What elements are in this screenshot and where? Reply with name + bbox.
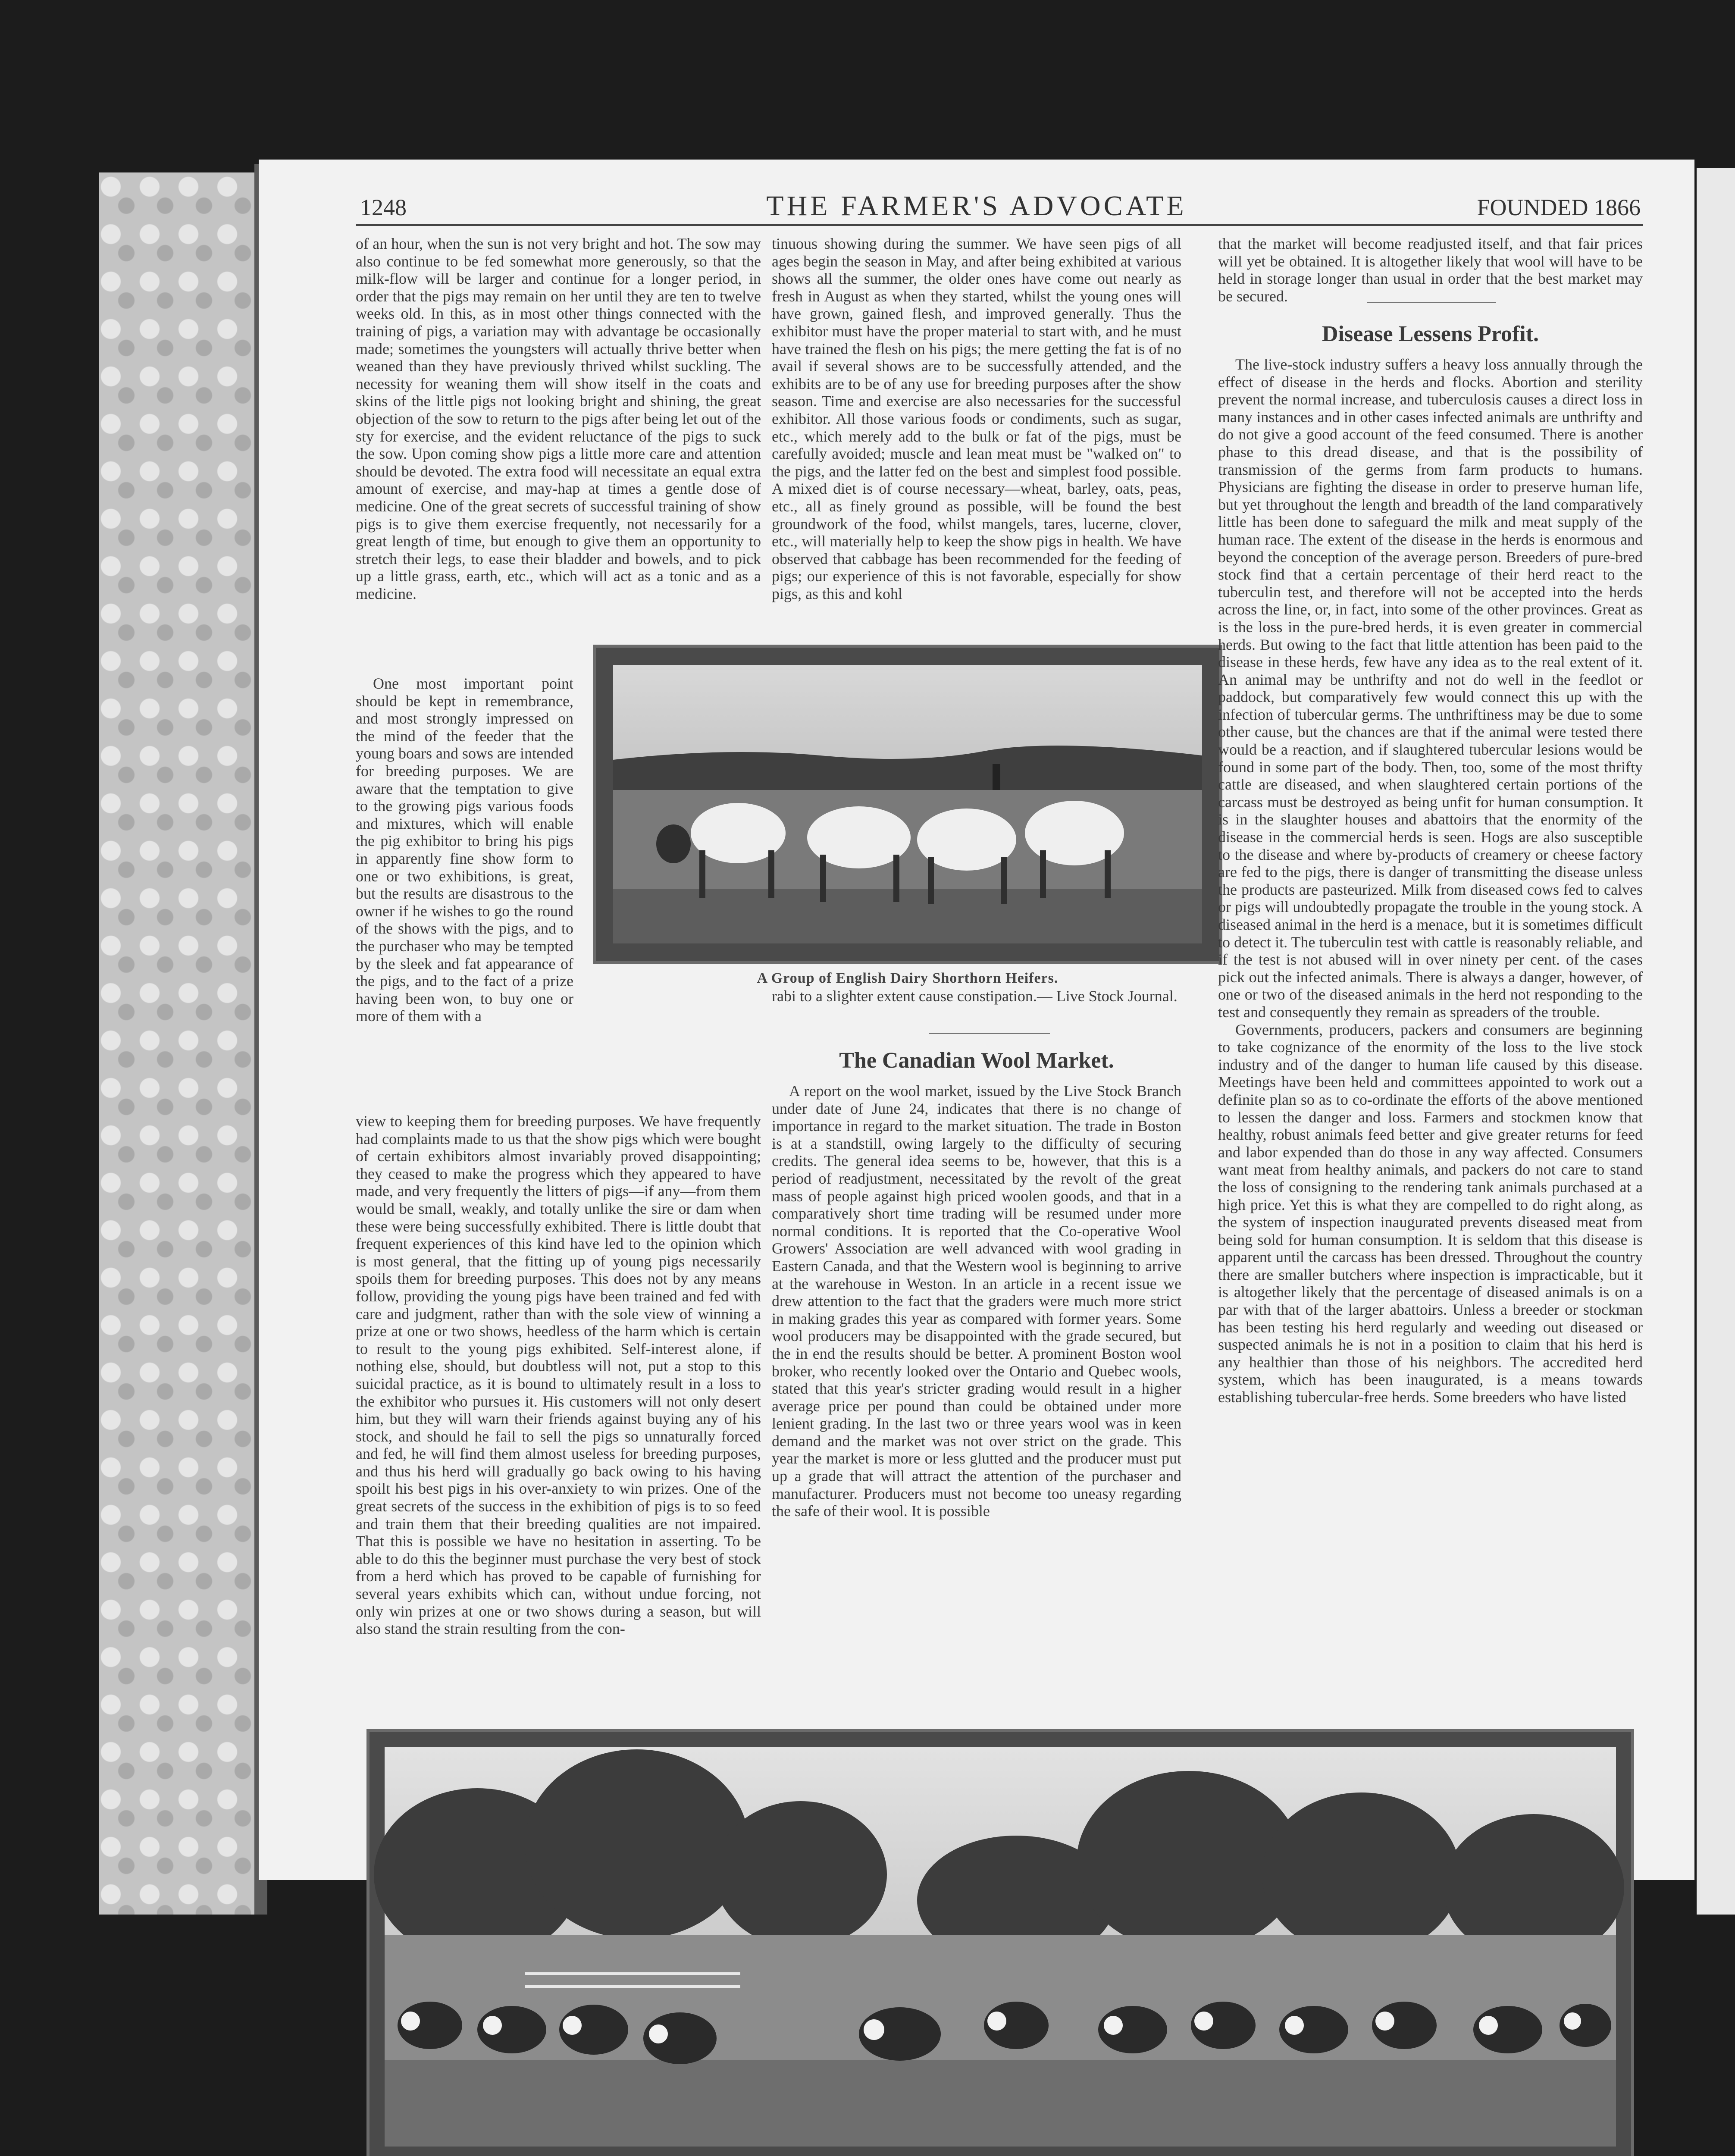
article-paragraph: rabi to a slighter extent cause constipation.— Live Stock Journal. (772, 987, 1178, 1005)
shorthorn-heifers-image (596, 648, 1219, 961)
column-1-bottom (356, 1112, 761, 1692)
photo-hereford-herd (366, 1729, 1634, 2156)
column-2-end-note (772, 987, 1181, 1026)
wool-heading: The Canadian Wool Market. (839, 1048, 1114, 1073)
disease-heading: Disease Lessens Profit. (1322, 322, 1539, 346)
article-paragraph: A report on the wool market, issued by the Live Stock Branch under date of June 24, indicates that there is no change of importance in regard to the market situation. The trade in Boston is at a standstill, owing largely to the difficulty of securing credits. The general idea seems to be, however, that this is a period of readjustment, necessitated by the revolt of the great mass of people against high priced woolen goods, and that in a comparatively short time trading will be resumed under more normal conditions. It is reported that the Co-operative Wool Growers' Association are well advanced with wool grading in Eastern Canada, and that the Western wool is beginning to arrive at the warehouse in Weston. In an article in a recent issue we drew attention to the fact that the graders were much more strict in making grades this year as compared with former years. Some wool producers may be disappointed with the grade secured, but the in end the results should be better. A prominent Boston wool broker, who recently looked over the Ontario and Quebec wools, stated that this year's stricter grading would result in a higher average price per pound than could be obtained under more lenient grading. In the last two or three years wool was in keen demand and the market was not over strict on the grade. This year the market is more or less glutted and the producer must put up a grade that will attract the attention of the purchaser and manufacturer. Producers must not become too uneasy regarding the safe of their wool. It is possible (772, 1082, 1181, 1520)
column-1-narrow (356, 675, 573, 1112)
article-paragraph: The live-stock industry suffers a heavy loss annually through the effect of disease in the herds and flocks. Abortion and sterility prevent the normal increase, and tuberculosis causes a direct loss in many instances and in other cases infected animals are unthrifty and do not give a good account of the feed consumed. There is another phase to this dread disease, and that is the possibility of transmission of the germs from farm products to humans. Physicians are fighting the disease in order to preserve human life, but yet throughout the length and breadth of the land comparatively little has been done to safeguard the milk and meat supply of the human race. The extent of the disease in the herds is enormous and beyond the conception of the average person. Breeders of pure-bred stock find that a certain percentage of their herd react to the tuberculin test, and therefore will not be accepted into the herds across the line, or, in fact, into some of the other provinces. Great as is the loss in the pure-bred herds, it is even greater in commercial herds. But owing to the fact that little attention has been paid to the disease in these herds, few have any idea as to the real extent of it. An animal may be unthrifty and not do well in the feedlot or paddock, but comparatively few would connect this up with the infection of tubercular germs. The unthriftiness may be due to some other cause, but the chances are that if the animal were tested there would be a reaction, and if slaughtered tubercular lesions would be found in some part of the body. Then, too, some of the most thrifty cattle are diseased, and when slaughtered certain portions of the carcass must be destroyed as being unfit for human consumption. It is in the slaughter houses and abattoirs that the enormity of the disease in the commercial herds is seen. Hogs are also susceptible to the disease and where by-products of creamery or cheese factory are fed to the pigs, there is danger of transmitting the disease unless the products are pasteurized. Milk from diseased cows fed to calves or pigs will undoubtedly propagate the trouble in the young stock. A diseased animal in the herd is a menace, but it is sometimes difficult to detect it. The tuberculin test with cattle is reasonably reliable, and if the test is not abused will in over ninety per cent. of the cases pick out the infected animals. There is always a danger, however, of one or two of the diseased animals in the herd not responding to the test and consequently they remain as spreaders of the trouble. (1218, 356, 1643, 1021)
article-paragraph: Governments, producers, packers and consumers are beginning to take cognizance of the enormity of the loss to the live stock industry and of the danger to human life caused by this disease. Meetings have been held and committees appointed to work out a definite plan so as to co-ordinate the efforts of the above mentioned to lessen the danger and loss. Farmers and stockmen know that healthy, robust animals feed better and give greater returns for feed and labor expended than do those in any way affected. Consumers want meat from healthy animals, and packers do not care to stand the loss of consigning to the rendering tank animals purchased at a high price. Yet this is what they are compelled to do right along, as the system of inspection inaugurated prevents diseased meat from being sold for human consumption. It is seldom that this disease is apparent until the carcass has been dressed. Throughout the country there are smaller butchers where inspection is impracticable, but it is altogether likely that the percentage of diseased animals is on a par with that of the larger abattoirs. Unless a breeder or stockman has been testing his herd regularly and weeding out diseased or suspected animals he is not in a position to claim that his herd is any healthier than those of his neighbors. The accredited herd system, which has been inaugurated, is a means towards establishing tubercular-free herds. Some breeders who have listed (1218, 1021, 1643, 1406)
section-separator (1367, 302, 1496, 303)
photo-shorthorn-heifers (593, 645, 1222, 964)
page-number: 1248 (360, 194, 407, 220)
article-paragraph: that the market will become readjusted itself, and that fair prices will yet be obtained. It is altogether likely that wool will have to be held in storage longer than usual in order that the best market may be secured. (1218, 235, 1643, 305)
section-separator (929, 1033, 1050, 1034)
header-rule (356, 224, 1643, 226)
newspaper-page (259, 160, 1694, 1880)
binding-ornament (99, 172, 254, 1915)
masthead: THE FARMER'S ADVOCATE (766, 190, 1187, 222)
article-paragraph: One most important point should be kept in remembrance, and most strongly impressed on the mind of the feeder that the young boars and sows are intended for breeding purposes. We are aware that the temptation to give to the growing pigs various foods and mixtures, which will enable the pig exhibitor to bring his pigs in apparently fine show form to one or two exhibitions, is great, but the results are disastrous to the owner if he wishes to go the round of the shows with the pigs, and to the purchaser who may be tempted by the sleek and fat appearance of the pigs, and to the fact of a prize having been won, to buy one or more of them with a (356, 675, 573, 1025)
hereford-herd-image (370, 1732, 1631, 2156)
wool-article-body (772, 1082, 1181, 1692)
disease-article-body (1218, 356, 1643, 1692)
facing-page-edge (1697, 168, 1735, 1915)
photo-caption-heifers: A Group of English Dairy Shorthorn Heifers. (757, 970, 1059, 986)
article-paragraph: tinuous showing during the summer. We have seen pigs of all ages begin the season in May, and after being exhibited at various shows all the summer, the older ones have come out nearly as fresh in August as when they started, whilst the young ones will have grown, gained flesh, and improved generally. Thus the exhibitor must have the proper material to start with, and he must have trained the flesh on his pigs; the mere getting the fat is of no avail if several shows are to be successfully attended, and the exhibits are to be of any use for breeding purposes after the show season. Time and exercise are also necessaries for the successful exhibitor. All those various foods or condiments, such as sugar, etc., which merely add to the bulk or fat of the pigs, must be carefully avoided; muscle and lean meat must be "walked on" to the pigs, and the latter fed on the best and simplest food possible. A mixed diet is of course necessary—wheat, barley, oats, peas, etc., all as finely ground as possible, will be found the best groundwork of the food, whilst mangels, tares, lucerne, clover, etc., will materially help to keep the show pigs in health. We have observed that cabbage has been recommended for the feeding of pigs; our experience of this is not favorable, especially for show pigs, as this and kohl (772, 235, 1181, 602)
founded-line: FOUNDED 1866 (1477, 194, 1641, 220)
article-paragraph: view to keeping them for breeding purposes. We have frequently had complaints made to us that the show pigs which were bought of certain exhibitors almost invariably proved disappointing; they ceased to make the progress which they appeared to have made, and very frequently the litters of pigs—if any—from them would be small, weakly, and totally unlike the sire or dam when these were being successfully exhibited. There is little doubt that frequent experiences of this kind have led to the opinion which is most general, that the fitting up of young pigs necessarily spoils them for breeding purposes. This does not by any means follow, providing the young pigs have been trained and fed with care and judgment, rather than with the sole view of winning a prize at one or two shows, heedless of the harm which is certain to result to the young pigs exhibited. Self-interest alone, if nothing else, should, but doubtless will not, put a stop to this suicidal practice, as it is bound to ultimately result in a loss to the exhibitor who pursues it. His customers will not only desert him, but they will warn their friends against buying any of his stock, and should he fail to sell the pigs so unnaturally forced and fed, he will find them almost useless for breeding purposes, and thus his herd will gradually go back owing to his having spoilt his best pigs in his over-anxiety to win prizes. One of the great secrets of the success in the exhibition of pigs is to so feed and train them that their breeding qualities are not impaired. That this is possible we have no hesitation in asserting. To be able to do this the beginner must purchase the very best of stock from a herd which has proved to be capable of furnishing for several years exhibits which can, without undue forcing, not only win prizes at one or two shows during a season, but will also stand the strain resulting from the con- (356, 1112, 761, 1638)
article-paragraph: of an hour, when the sun is not very bright and hot. The sow may also continue to be fed somewhat more generously, so that the milk-flow will be larger and continue for a longer period, in order that the pigs may remain on her until they are ten to twelve weeks old. In this, as in most other things connected with the training of pigs, a variation may with advantage be occasionally made; sometimes the youngsters will actually thrive better when weaned than they have previously thrived whilst suckling. The necessity for weaning them will show itself in the coats and skins of the little pigs not looking bright and shining, the great objection of the sow to return to the pigs after being let out of the sty for exercise, and the evident reluctance of the pigs to suck the sow. Upon coming show pigs a little more care and attention should be devoted. The extra food will necessitate an equal extra amount of exercise, and may-hap at times a gentle dose of medicine. One of the great secrets of successful training of show pigs is to give them exercise frequently, not necessarily for a great length of time, but enough to give them an opportunity to stretch their legs, to ease their bladder and bowels, and to pick up a little grass, earth, etc., which will act as a tonic and as a medicine. (356, 235, 761, 602)
column-1-top (356, 235, 761, 675)
column-3-top (1218, 235, 1643, 305)
